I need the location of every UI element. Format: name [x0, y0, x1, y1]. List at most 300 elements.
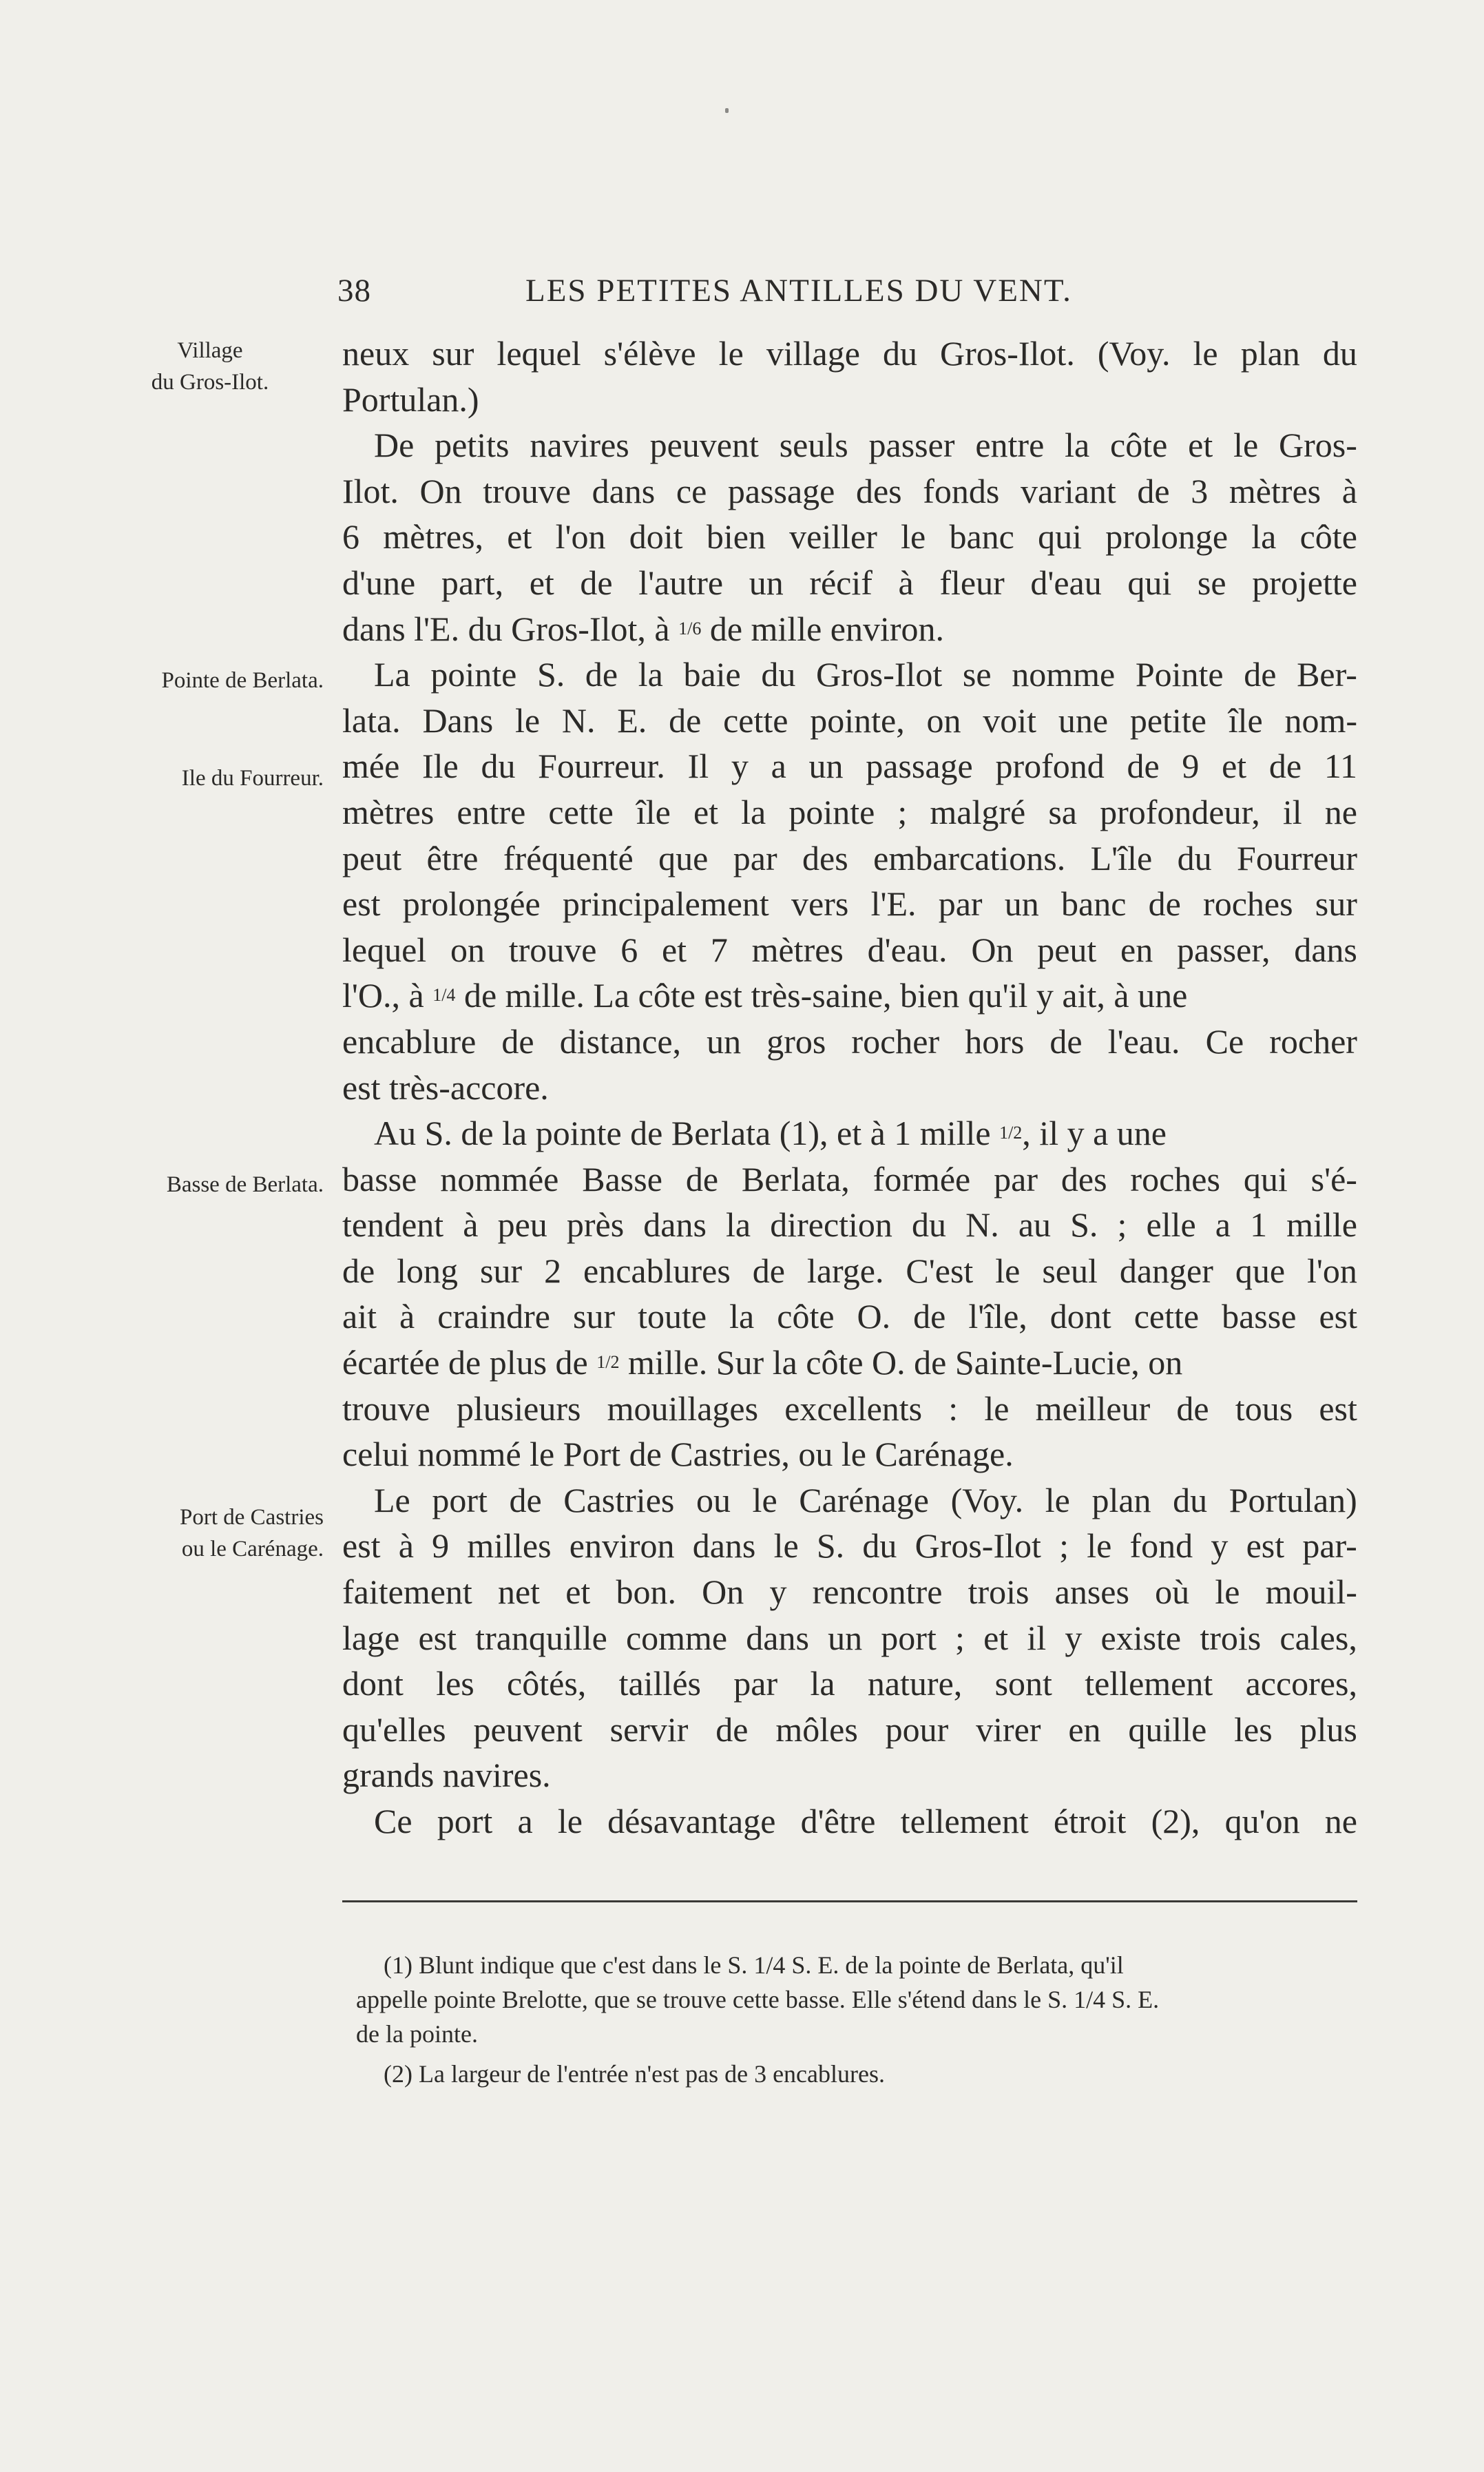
word: projette	[1252, 563, 1357, 602]
word: 9	[1182, 747, 1200, 786]
text-line	[342, 881, 1357, 927]
page-header	[0, 272, 1484, 313]
word: le	[995, 1251, 1021, 1290]
word: se	[1197, 563, 1226, 602]
word: sa	[1048, 792, 1077, 831]
word: de	[685, 1159, 719, 1198]
word: variant	[1020, 471, 1116, 510]
word: le	[901, 517, 926, 557]
word: sur	[573, 1297, 616, 1336]
word: et	[1188, 426, 1213, 465]
word: a	[771, 747, 786, 786]
word: entre	[975, 426, 1045, 465]
word: être	[426, 838, 479, 877]
word: côtés,	[507, 1664, 587, 1703]
word: On	[971, 930, 1014, 969]
word: La	[374, 655, 410, 694]
word: trouve	[508, 930, 597, 969]
word: peuvent	[649, 426, 759, 465]
word: la	[741, 792, 766, 831]
word: prolonge	[1105, 517, 1229, 557]
word: passer	[868, 426, 955, 465]
word: voit	[983, 700, 1037, 740]
text-fragment: l'O., à	[342, 976, 424, 1015]
word: entre	[457, 792, 526, 831]
margin-note-village	[96, 335, 324, 398]
word: Fourreur	[1237, 838, 1357, 877]
word: fond	[1129, 1526, 1193, 1566]
word: peut	[342, 838, 402, 877]
word: dans	[1294, 930, 1357, 969]
word: :	[948, 1389, 959, 1428]
text-line	[342, 1477, 1357, 1524]
page-number: 38	[337, 273, 371, 309]
word: Il	[687, 747, 709, 786]
word: seul	[1042, 1251, 1098, 1290]
word: y	[1211, 1526, 1229, 1566]
word: une	[1058, 700, 1109, 740]
word: mètres,	[383, 517, 484, 557]
word: ;	[955, 1618, 965, 1657]
word: y	[769, 1572, 787, 1612]
fraction: 1/6	[678, 618, 702, 638]
word: un	[828, 1618, 863, 1657]
text-line	[342, 835, 1357, 882]
text-line	[342, 560, 1357, 606]
text-line	[342, 973, 1357, 1019]
word: environ	[569, 1526, 675, 1566]
word: l'on	[555, 517, 606, 557]
word: passage	[727, 471, 835, 510]
margin-note-line: Basse de Berlata.	[166, 1172, 324, 1197]
word: basse	[1222, 1297, 1297, 1336]
word: ne	[1324, 792, 1357, 831]
word: un	[1004, 884, 1039, 924]
word: accores,	[1245, 1664, 1357, 1703]
word: fréquenté	[503, 838, 634, 877]
word: hors	[965, 1021, 1025, 1061]
word: distance,	[559, 1021, 682, 1061]
text-line: celui nommé le Port de Castries, ou le Carénage.	[342, 1435, 1014, 1474]
word: petits	[435, 426, 510, 465]
word: le	[1215, 1572, 1240, 1612]
word: du	[761, 655, 796, 694]
text-line	[342, 514, 1357, 560]
word: la	[726, 1205, 751, 1245]
word: la	[1251, 517, 1277, 557]
word: Ber-	[1297, 655, 1357, 694]
word: récif	[809, 563, 872, 602]
word: se	[962, 655, 992, 694]
word: port	[432, 1480, 488, 1519]
print-speck	[725, 108, 729, 113]
text-fragment: de mille environ.	[709, 609, 945, 648]
word: vers	[791, 884, 849, 924]
word: rocher	[851, 1021, 940, 1061]
word: navires	[530, 426, 629, 465]
word: le	[1045, 1480, 1070, 1519]
word: De	[374, 426, 415, 465]
word: le	[1233, 426, 1259, 465]
text-line	[342, 331, 1357, 377]
word: Ile	[422, 747, 459, 786]
word: long	[397, 1251, 459, 1290]
word: Carénage	[799, 1480, 930, 1519]
word: y	[1065, 1618, 1083, 1657]
word: excellents	[784, 1389, 923, 1428]
word: ou	[696, 1480, 731, 1519]
footnote-line: (1) Blunt indique que c'est dans le S. 1/4 S. E. de la pointe de Berlata, qu'il	[384, 1951, 1124, 1979]
text-line	[342, 1110, 1357, 1156]
margin-note-line: Pointe de Berlata.	[161, 668, 324, 693]
word: net	[497, 1572, 541, 1612]
word: O.	[857, 1297, 891, 1336]
text-line	[342, 743, 1357, 789]
word: 2	[544, 1251, 562, 1290]
word: sur	[480, 1251, 523, 1290]
word: lata.	[342, 700, 401, 740]
word: craindre	[437, 1297, 550, 1336]
footnote-1	[356, 1948, 1357, 2051]
word: L'île	[1090, 838, 1153, 877]
word: peu	[497, 1205, 547, 1245]
word: N.	[561, 700, 596, 740]
word: banc	[1061, 884, 1127, 924]
word: du	[862, 1526, 897, 1566]
text-line	[342, 1386, 1357, 1432]
margin-note-line: Ile du Fourreur.	[181, 766, 324, 791]
text-line	[342, 1340, 1357, 1386]
word: des	[802, 838, 848, 877]
word: il	[1027, 1618, 1047, 1657]
text-line	[342, 1569, 1357, 1615]
word: qui	[1243, 1159, 1288, 1198]
word: cette	[723, 700, 788, 740]
word: passage	[866, 747, 973, 786]
word: un	[749, 563, 784, 602]
word: s'é-	[1310, 1159, 1357, 1198]
word: S.	[1070, 1205, 1098, 1245]
word: le	[1087, 1526, 1112, 1566]
margin-note-fourreur	[96, 762, 324, 794]
word: on	[450, 930, 485, 969]
word: de	[1148, 884, 1181, 924]
word: veiller	[789, 517, 877, 557]
word: la	[638, 655, 663, 694]
margin-note-line: Port de Castries	[180, 1505, 324, 1530]
word: trouve	[483, 471, 571, 510]
word: côte	[1299, 517, 1357, 557]
word: tendent	[342, 1205, 444, 1245]
word: de	[509, 1480, 542, 1519]
word: Ilot.	[342, 471, 399, 510]
text-line	[342, 422, 1357, 468]
word: seuls	[779, 426, 848, 465]
text-line	[342, 1661, 1357, 1707]
word: les	[1234, 1710, 1273, 1749]
word: le	[718, 334, 744, 373]
word: côte	[1110, 426, 1168, 465]
word: 9	[432, 1526, 450, 1566]
word: Pointe	[1135, 655, 1224, 694]
word: est	[342, 884, 381, 924]
word: l'eau.	[1107, 1021, 1180, 1061]
footnote-2: (2) La largeur de l'entrée n'est pas de 3 encablures.	[384, 2060, 885, 2088]
word: doit	[629, 517, 683, 557]
text-line: Portulan.)	[342, 380, 479, 419]
word: du	[1173, 1480, 1208, 1519]
word: 3	[1191, 471, 1209, 510]
word: ait	[342, 1297, 377, 1336]
word: ;	[897, 792, 908, 831]
word: étroit	[1053, 1802, 1127, 1840]
word: tellement	[900, 1802, 1029, 1840]
word: le	[1193, 334, 1218, 373]
word: roches	[1130, 1159, 1220, 1198]
word: par	[733, 838, 777, 877]
footnote-line: appelle pointe Brelotte, que se trouve cette basse. Elle s'étend dans le S. 1/4 S. E.	[356, 1986, 1160, 2013]
word: de	[501, 1021, 534, 1061]
word: sur	[432, 334, 474, 373]
word: village	[766, 334, 860, 373]
word: et	[661, 930, 687, 969]
word: Ce	[374, 1802, 412, 1840]
word: C'est	[906, 1251, 974, 1290]
word: et	[693, 792, 719, 831]
word: quille	[1128, 1710, 1207, 1749]
word: cette	[548, 792, 614, 831]
word: elle	[1146, 1205, 1196, 1245]
word: 6	[620, 930, 638, 969]
word: l'île,	[968, 1297, 1027, 1336]
text-fragment: dans l'E. du Gros-Ilot, à	[342, 609, 670, 648]
word: Gros-Ilot	[815, 655, 943, 694]
word: fleur	[939, 563, 1005, 602]
word: malgré	[930, 792, 1026, 831]
text-line	[342, 1294, 1357, 1340]
word: dans	[643, 1205, 707, 1245]
word: est	[418, 1618, 457, 1657]
word: plusieurs	[456, 1389, 581, 1428]
word: d'être	[800, 1802, 876, 1840]
word: banc	[949, 517, 1014, 557]
footnote-rule	[342, 1900, 1357, 1902]
word: mètres	[342, 792, 435, 831]
word: part,	[441, 563, 504, 602]
margin-note-castries	[96, 1502, 324, 1565]
word: môles	[775, 1710, 858, 1749]
text-fragment: de mille. La côte est très-saine, bien qu'il y ait, à une	[463, 976, 1188, 1015]
margin-note-line: Village	[177, 338, 243, 363]
word: de	[580, 563, 613, 602]
word: On	[702, 1572, 744, 1612]
text-fragment: , il y a une	[1022, 1114, 1167, 1153]
word: trouve	[342, 1389, 430, 1428]
word: Le	[374, 1480, 410, 1519]
word: le	[557, 1802, 583, 1840]
word: de	[752, 1251, 785, 1290]
word: encablure	[342, 1021, 477, 1061]
word: à	[398, 1526, 414, 1566]
word: à	[463, 1205, 479, 1245]
word: 6	[342, 517, 359, 557]
word: tous	[1235, 1389, 1293, 1428]
text-line	[342, 927, 1357, 973]
word: le	[752, 1480, 777, 1519]
word: est	[1319, 1297, 1357, 1336]
fraction: 1/2	[596, 1352, 620, 1373]
word: gros	[766, 1021, 826, 1061]
word: du	[882, 334, 917, 373]
word: cales,	[1279, 1618, 1357, 1657]
body-text	[342, 331, 1357, 1845]
word: pour	[885, 1710, 949, 1749]
word: Gros-Ilot.	[940, 334, 1075, 373]
word: pointe,	[810, 700, 905, 740]
word: sur	[1315, 884, 1357, 924]
margin-note-basse	[96, 1169, 324, 1201]
word: du	[912, 1205, 947, 1245]
running-title: LES PETITES ANTILLES DU VENT.	[525, 273, 1072, 309]
word: les	[436, 1664, 474, 1703]
word: est	[1319, 1389, 1357, 1428]
text-line	[342, 1523, 1357, 1569]
text-fragment: Au S. de la pointe de Berlata (1), et à 1 mille	[374, 1114, 991, 1153]
text-line	[342, 468, 1357, 515]
word: bien	[706, 517, 766, 557]
word: et	[1222, 747, 1247, 786]
text-line	[342, 1707, 1357, 1753]
word: port	[881, 1618, 937, 1657]
word: la	[1065, 426, 1090, 465]
word: par-	[1302, 1526, 1357, 1566]
text-line: grands navires.	[342, 1756, 551, 1795]
word: embarcations.	[873, 838, 1066, 877]
word: bon.	[616, 1572, 676, 1612]
text-line	[342, 698, 1357, 744]
word: qu'elles	[342, 1710, 446, 1749]
word: tranquille	[475, 1618, 607, 1657]
word: île	[1228, 700, 1263, 740]
word: nomme	[1012, 655, 1116, 694]
text-line	[342, 1798, 1357, 1845]
word: faitement	[342, 1572, 472, 1612]
word: de	[913, 1297, 946, 1336]
word: roches	[1203, 884, 1293, 924]
word: mouillages	[607, 1389, 759, 1428]
text-line	[342, 606, 1357, 652]
word: ;	[1059, 1526, 1069, 1566]
word: formée	[872, 1159, 971, 1198]
word: île	[636, 792, 671, 831]
word: l'E.	[870, 884, 917, 924]
word: d'eau	[1030, 563, 1102, 602]
word: le	[515, 700, 541, 740]
word: plan	[1240, 334, 1300, 373]
word: (2),	[1151, 1802, 1200, 1840]
word: E.	[617, 700, 647, 740]
word: qui	[1127, 563, 1172, 602]
word: de	[1049, 1021, 1083, 1061]
word: On	[419, 471, 462, 510]
word: est	[1246, 1526, 1285, 1566]
word: direction	[770, 1205, 892, 1245]
word: de	[1127, 747, 1160, 786]
word: au	[1018, 1205, 1052, 1245]
word: par	[994, 1159, 1038, 1198]
word: a	[1215, 1205, 1231, 1245]
word: qui	[1038, 517, 1083, 557]
word: l'on	[1306, 1251, 1357, 1290]
text-line	[342, 1019, 1357, 1065]
word: virer	[976, 1710, 1041, 1749]
word: Dans	[422, 700, 494, 740]
word: que	[658, 838, 709, 877]
word: et	[565, 1572, 591, 1612]
word: 11	[1324, 747, 1357, 786]
word: un	[808, 747, 844, 786]
word: mée	[342, 747, 400, 786]
word: il	[1282, 792, 1302, 831]
word: et	[983, 1618, 1009, 1657]
word: on	[926, 700, 961, 740]
word: anses	[1054, 1572, 1129, 1612]
word: où	[1155, 1572, 1190, 1612]
word: lequel	[497, 334, 581, 373]
word: de	[669, 700, 702, 740]
word: par	[733, 1664, 778, 1703]
word: Ce	[1205, 1021, 1244, 1061]
word: baie	[683, 655, 741, 694]
word: plus	[1299, 1710, 1357, 1749]
word: petite	[1129, 700, 1206, 740]
word: peut	[1037, 930, 1097, 969]
word: la	[810, 1664, 835, 1703]
word: port	[437, 1802, 493, 1840]
margin-note-line: ou le Carénage.	[181, 1537, 324, 1561]
word: (Voy.	[950, 1480, 1024, 1519]
word: ne	[1324, 1802, 1357, 1840]
word: a	[517, 1802, 533, 1840]
word: dont	[342, 1664, 404, 1703]
word: en	[1120, 930, 1153, 969]
word: sont	[994, 1664, 1052, 1703]
word: est	[342, 1526, 381, 1566]
word: mètres	[751, 930, 844, 969]
word: à	[898, 563, 914, 602]
word: que	[1235, 1251, 1286, 1290]
word: à	[1341, 471, 1357, 510]
word: dans	[746, 1618, 809, 1657]
word: Gros-	[1279, 426, 1357, 465]
word: pointe	[788, 792, 875, 831]
word: basse	[342, 1159, 417, 1198]
word: de	[342, 1251, 375, 1290]
word: du	[481, 747, 516, 786]
word: un	[707, 1021, 742, 1061]
word: Gros-Ilot	[915, 1526, 1041, 1566]
word: servir	[609, 1710, 689, 1749]
word: de	[1244, 655, 1277, 694]
word: rocher	[1269, 1021, 1357, 1061]
text-line	[342, 1202, 1357, 1248]
word: dans	[692, 1526, 756, 1566]
word: S.	[536, 655, 565, 694]
word: la	[729, 1297, 755, 1336]
word: encablures	[583, 1251, 731, 1290]
word: passer,	[1177, 930, 1271, 969]
word: principalement	[562, 884, 769, 924]
